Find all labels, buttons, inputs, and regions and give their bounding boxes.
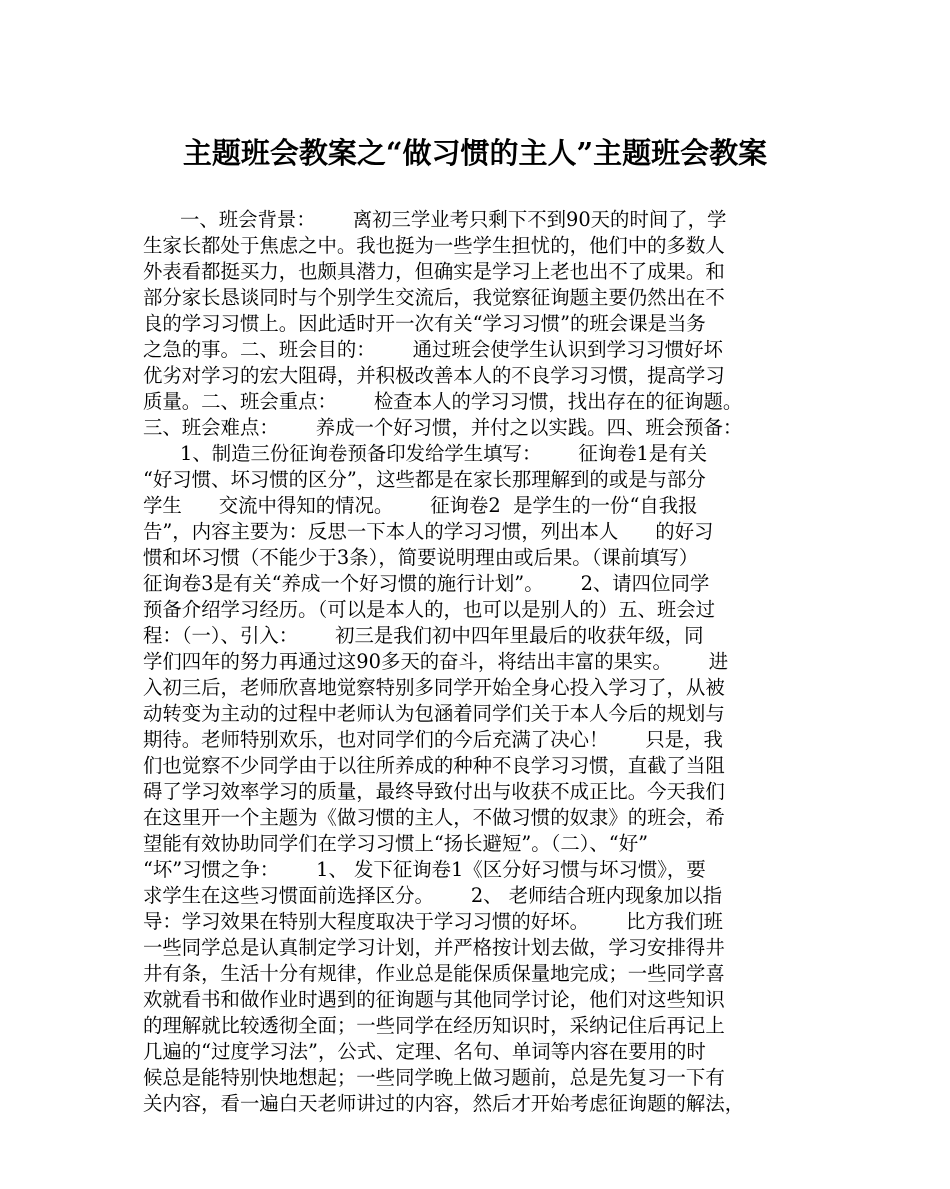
body-line: 征询卷3是有关“养成一个好习惯的施行计划”。 2、请四位同学 [143,572,710,595]
document-title: 主题班会教案之“做习惯的主人”主题班会教案 [182,136,768,170]
body-line: 外表看都挺买力，也颇具潜力，但确实是学习上老也出不了成果。和 [143,260,725,283]
body-line: 碍了学习效率学习的质量，最终导致付出与收获不成正比。今天我们 [143,780,725,803]
body-line: 欢就看书和做作业时遇到的征询题与其他同学讨论，他们对这些知识 [143,988,725,1011]
body-line: 三、班会难点： 养成一个好习惯，并付之以实践。四、班会预备： [143,416,743,439]
body-line: 井有条，生活十分有规律，作业总是能保质保量地完成；一些同学喜 [143,962,725,985]
body-line: 告”，内容主要为：反思一下本人的学习习惯，列出本人 的好习 [143,520,714,543]
body-line: 们也觉察不少同学由于以往所养成的种种不良学习习惯，直截了当阻 [143,754,725,777]
body-line: 期待。老师特别欢乐，也对同学们的今后充满了决心！ 只是，我 [143,728,723,751]
body-line: 程：（一）、引入： 初三是我们初中四年里最后的收获年级，同 [143,624,704,647]
body-line: “坏”习惯之争： 1、 发下征询卷1《区分好习惯与坏习惯》，要 [143,858,706,881]
body-line: “好习惯、坏习惯的区分”，这些都是在家长那理解到的或是与部分 [143,468,706,491]
body-line: 候总是能特别快地想起；一些同学晚上做习题前，总是先复习一下有 [143,1066,725,1089]
body-line: 部分家长恳谈同时与个别学生交流后，我觉察征询题主要仍然出在不 [143,286,725,309]
body-line: 1、制造三份征询卷预备印发给学生填写： 征询卷1是有关 [143,442,708,465]
document-body [143,207,819,1117]
body-line: 之急的事。二、班会目的： 通过班会使学生认识到学习习惯好坏 [143,338,723,361]
body-line: 在这里开一个主题为《做习惯的主人，不做习惯的奴隶》的班会，希 [143,806,725,829]
body-line: 生家长都处于焦虑之中。我也挺为一些学生担忧的，他们中的多数人 [143,234,725,257]
body-line: 一、班会背景： 离初三学业考只剩下不到90天的时间了，学 [143,208,727,231]
body-line: 一些同学总是认真制定学习计划，并严格按计划去做，学习安排得井 [143,936,725,959]
body-line: 良的学习习惯上。因此适时开一次有关“学习习惯”的班会课是当务 [143,312,706,335]
body-line: 惯和坏习惯（不能少于3条），简要说明理由或后果。（课前填写） [143,546,699,569]
body-line: 学们四年的努力再通过这90多天的奋斗，将结出丰富的果实。 进 [143,650,729,673]
body-line: 望能有效协助同学们在学习习惯上“扬长避短”。（二）、“好” [143,832,649,855]
body-line: 质量。二、班会重点： 检查本人的学习习惯，找出存在的征询题。 [143,390,743,413]
body-line: 动转变为主动的过程中老师认为包涵着同学们关于本人今后的规划与 [143,702,725,725]
body-line: 预备介绍学习经历。（可以是本人的，也可以是别人的）五、班会过 [143,598,716,621]
body-line: 导：学习效果在特别大程度取决于学习习惯的好坏。 比方我们班 [143,910,723,933]
body-line: 学生 交流中得知的情况。 征询卷2 是学生的一份“自我报 [143,494,698,517]
body-line: 几遍的“过度学习法”，公式、定理、名句、单词等内容在要用的时 [143,1040,706,1063]
body-line: 求学生在这些习惯面前选择区分。 2、 老师结合班内现象加以指 [143,884,723,907]
body-line: 的理解就比较透彻全面；一些同学在经历知识时，采纳记住后再记上 [143,1014,725,1037]
body-line: 入初三后，老师欣喜地觉察特别多同学开始全身心投入学习了，从被 [143,676,725,699]
body-line: 优劣对学习的宏大阻碍，并积极改善本人的不良学习习惯，提高学习 [143,364,725,387]
body-line: 关内容，看一遍白天老师讲过的内容，然后才开始考虑征询题的解法， [143,1092,745,1115]
